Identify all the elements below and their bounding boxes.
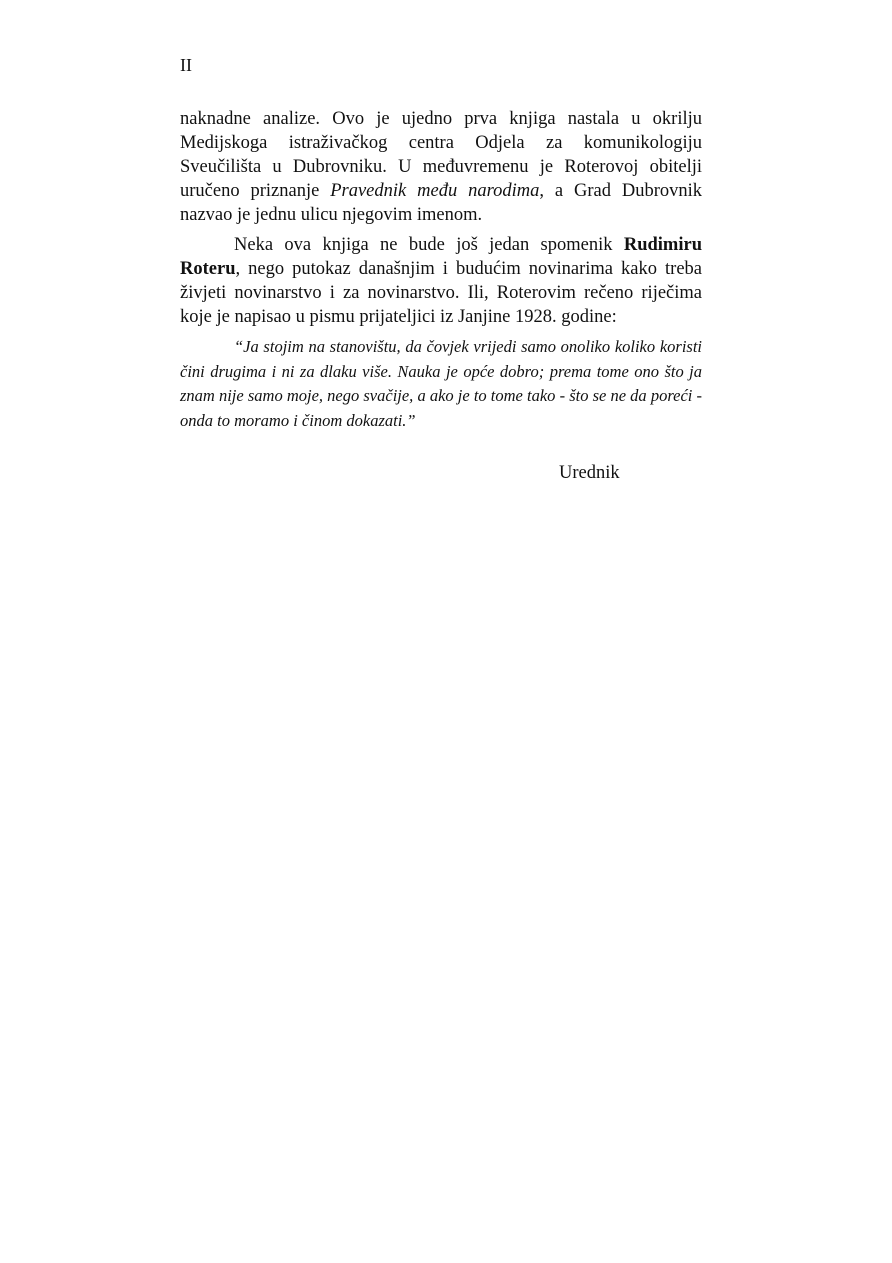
paragraph-dedication (180, 233, 702, 329)
paragraph-intro (180, 107, 702, 227)
paragraph-dedication-text-before: Neka ova knjiga ne bude još jedan spomenik (234, 235, 624, 255)
paragraph-dedication-text-after: , nego putokaz današnjim i budućim novinarima kako treba živjeti novinarstvo i za novinarstvo. Ili, Roterovim rečeno riječima koje je napisao u pismu prijateljici iz Janjine 1928. godine: (180, 259, 702, 327)
body-text (180, 107, 702, 433)
paragraph-intro-text-before: naknadne analize. Ovo je ujedno prva knjiga nastala u okrilju Medijskoga istraživačkog centra Odjela za komunikologiju Sveučilišta u Dubrovniku. U međuvremenu je Roterovoj obitelji uručeno priznanje (180, 109, 702, 201)
signature: Urednik (559, 463, 620, 483)
paragraph-intro-text-after: , a Grad Dubrovnik nazvao je jednu ulicu njegovim imenom. (180, 181, 702, 225)
award-title: Pravednik među narodima (330, 181, 540, 201)
person-name: Rudimiru Roteru (180, 235, 702, 279)
page-number: II (180, 55, 192, 75)
block-quote: “Ja stojim na stanovištu, da čovjek vrijedi samo onoliko koliko koristi čini drugima i ni za dlaku više. Nauka je opće dobro; prema tome ono što ja znam nije samo moje, nego svačije, a ako je to tome tako - što se ne da poreći - onda to moramo i činom dokazati.” (180, 337, 702, 430)
